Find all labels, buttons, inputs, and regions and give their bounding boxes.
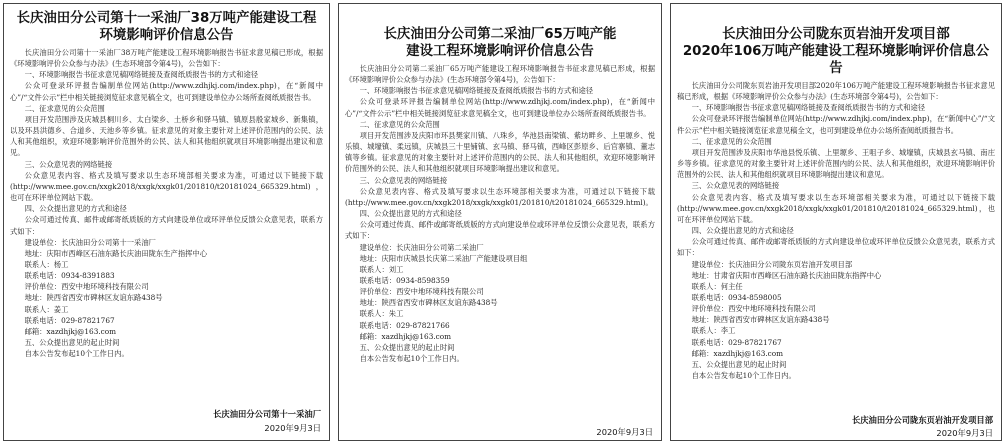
section-5-text: 自本公告发布起10个工作日内。 <box>24 349 129 359</box>
section-1-heading: 一、环境影响报告书征求意见稿网络链接及查阅纸质报告书的方式和途径 <box>691 103 926 113</box>
contact-line: 联系电话：0934-8598005 <box>691 292 782 302</box>
title-line-2: 2020年106万吨产能建设工程环境影响评价信息公告 <box>682 44 990 76</box>
contact-line: 建设单位：长庆油田分公司第十一采油厂 <box>24 237 156 247</box>
section-3-heading: 三、公众意见表的网络链接 <box>24 159 113 169</box>
intro-text: 长庆油田分公司陇东页岩油开发项目部2020年106万吨产能建设工程环境影响报告书征求意见稿已形成，根据《环境影响评价公众参与办法》(生态环境部令第4号)，公告如下： <box>677 81 995 102</box>
contact-line: 联系电话：029-87821767 <box>24 315 115 325</box>
notice-date: 2020年9月3日 <box>936 428 993 438</box>
contact-line: 评价单位：西安中地环境科技有限公司 <box>359 287 484 297</box>
contact-line: 联系人：杨工 <box>24 259 69 269</box>
section-1-text: 公众可登录环评报告编制单位网站(http://www.zdhjkj.com/index.php)，在“新闻中心”/“文件公示”栏中相关链接浏览征求意见稿全文，也可到建设单位办公场所查阅纸质报告书。 <box>677 114 995 135</box>
section-1-text: 公众可登录环评报告编制单位网站(http://www.zdhjkj.com/index.php)，在“新闻中心”/“文件公示”栏中相关链接浏览征求意见稿全文，也可到建设单位办公场所查阅纸质报告书。 <box>10 81 323 102</box>
section-4-heading: 四、公众提出意见的方式和途径 <box>24 204 127 214</box>
section-3-text: 公众意见表内容、格式及填写要求以生态环境部相关要求为准，可通过以下链接下载(http://www.mee.gov.cn/xxgk2018/xxgk/xxgk01/201810/t20181024_665329.html)，也可在环评单位网站下载。 <box>10 170 323 203</box>
title-line-2: 环境影响评价信息公告 <box>99 28 234 43</box>
notice-signature: 长庆油田分公司第十一采油厂 <box>213 409 321 419</box>
section-4-heading: 四、公众提出意见的方式和途径 <box>359 209 462 219</box>
contact-line: 邮箱：xazdhjkj@163.com <box>359 331 452 341</box>
contact-line: 地址：甘肃省庆阳市西峰区石油东路长庆油田陇东指挥中心 <box>691 270 882 280</box>
section-3-text: 公众意见表内容、格式及填写要求以生态环境部相关要求为准，可通过以下链接下载(http://www.mee.gov.cn/xxgk2018/xxgk/xxgk01/201810/t20181024_665329.html)，也可在环评单位网站下载。 <box>677 192 995 224</box>
notice-body <box>10 47 323 359</box>
contact-line: 评价单位：西安中地环境科技有限公司 <box>24 282 149 292</box>
section-2-text: 项目开发范围涉及庆阳市环县樊家川镇、八珠乡，华池县南梁镇、紫坊畔乡、上里塬乡、悦乐镇、城壕镇、柔远镇，庆城县三十里铺镇、玄马镇、驿马镇，西峰区彭原乡、后官寨镇、董志镇等乡镇。征求意见的对象主要针对上述评价范围内的公民、法人和其他组织，欢迎环境影响评价范围外的公民、法人和其他组织就项目环境影响提出建议和意见。 <box>345 130 655 174</box>
contact-line: 联系人：刘工 <box>359 264 404 274</box>
contact-line: 联系人：姜工 <box>24 304 69 314</box>
section-4-text: 公众可通过传真、邮件或邮寄纸质版的方式向建设单位或环评单位反馈公众意见表，联系方式如下： <box>677 237 995 258</box>
contact-line: 建设单位：长庆油田分公司陇东页岩油开发项目部 <box>691 259 853 269</box>
notice-date: 2020年9月3日 <box>596 427 653 437</box>
section-2-heading: 二、征求意见的公众范围 <box>359 119 440 129</box>
section-3-heading: 三、公众意见表的网络链接 <box>691 181 780 191</box>
title-line-1: 长庆油田分公司第二采油厂65万吨产能 <box>383 27 617 42</box>
title-line-2: 建设工程环境影响评价信息公告 <box>406 44 594 59</box>
contact-line: 邮箱：xazdhjkj@163.com <box>691 348 784 358</box>
contact-line: 联系电话：0934-8598359 <box>359 275 450 285</box>
contact-line: 联系人：李工 <box>691 326 736 336</box>
notice-body <box>345 63 655 364</box>
contact-line: 联系人：何主任 <box>691 281 743 291</box>
notice-longdong-shale-oil <box>670 3 1002 441</box>
contact-line: 建设单位：长庆油田分公司第二采油厂 <box>359 242 484 252</box>
notice-11th-plant <box>3 3 330 441</box>
title-line-1: 长庆油田分公司第十一采油厂38万吨产能建设工程 <box>16 11 317 26</box>
intro-text: 长庆油田分公司第十一采油厂38万吨产能建设工程环境影响报告书征求意见稿已形成，根据《环境影响评价公众参与办法》(生态环境部令第4号)，公告如下： <box>10 48 323 69</box>
contact-line: 联系电话：0934-8391883 <box>24 271 115 281</box>
contact-line: 地址：庆阳市庆城县长庆第二采油厂产能建设项目组 <box>359 253 528 263</box>
contact-line: 地址：庆阳市西峰区石油东路长庆油田陇东生产指挥中心 <box>24 248 208 258</box>
section-4-text: 公众可通过传真、邮件或邮寄纸质版的方式向建设单位或环评单位反馈公众意见表，联系方式如下： <box>345 220 655 241</box>
section-5-text: 自本公告发布起10个工作日内。 <box>359 354 464 364</box>
contact-line: 联系人：朱工 <box>359 309 404 319</box>
contact-line: 邮箱：xazdhjkj@163.com <box>24 326 117 336</box>
intro-text: 长庆油田分公司第二采油厂65万吨产能建设工程环境影响报告书征求意见稿已形成，根据《环境影响评价公众参与办法》(生态环境部令第4号)，公告如下： <box>345 64 655 85</box>
section-5-heading: 五、公众提出意见的起止时间 <box>24 338 120 348</box>
section-2-heading: 二、征求意见的公众范围 <box>691 136 772 146</box>
contact-line: 地址：陕西省西安市碑林区友谊东路438号 <box>24 293 163 303</box>
contact-line: 地址：陕西省西安市碑林区友谊东路438号 <box>691 315 830 325</box>
section-2-text: 项目开发范围涉及庆阳市华池县悦乐镇、上里塬乡、王咀子乡、城壕镇，庆城县玄马镇、南庄乡等乡镇。征求意见的对象主要针对上述评价范围内的公民、法人和其他组织，欢迎环境影响评价范围外的公民、法人和其他组织就项目环境影响提出建议和意见。 <box>677 147 995 180</box>
section-5-text: 自本公告发布起10个工作日内。 <box>691 371 796 381</box>
contact-line: 联系电话：029-87821766 <box>359 320 450 330</box>
section-1-heading: 一、环境影响报告书征求意见稿网络链接及查阅纸质报告书的方式和途径 <box>359 86 594 96</box>
notice-title <box>345 26 655 60</box>
contact-line: 地址：陕西省西安市碑林区友谊东路438号 <box>359 298 498 308</box>
section-2-heading: 二、征求意见的公众范围 <box>24 103 105 113</box>
notice-signature: 长庆油田分公司陇东页岩油开发项目部 <box>851 415 993 425</box>
notice-title <box>677 26 995 77</box>
section-5-heading: 五、公众提出意见的起止时间 <box>359 342 455 352</box>
contact-line: 联系电话：029-87821767 <box>691 337 782 347</box>
section-3-text: 公众意见表内容、格式及填写要求以生态环境部相关要求为准，可通过以下链接下载(http://www.mee.gov.cn/xxgk2018/xxgk/xxgk01/201810/t20181024_665329.html)。 <box>345 186 655 207</box>
notice-body <box>677 80 995 381</box>
section-4-heading: 四、公众提出意见的方式和途径 <box>691 226 794 236</box>
notice-date: 2020年9月3日 <box>264 423 321 433</box>
notice-2nd-plant <box>338 3 662 441</box>
title-line-1: 长庆油田分公司陇东页岩油开发项目部 <box>722 27 950 42</box>
notice-title <box>10 10 323 44</box>
section-2-text: 项目开发范围涉及庆城县桐川乡、太白梁乡、土桥乡和驿马镇、镇原县殷家城乡、新集镇，以及环县洪德乡、合道乡、天池乡等乡镇。征求意见的对象主要针对上述评价范围内的公民、法人和其他组织，欢迎环境影响评价范围外的公民、法人和其他组织就项目环境影响提出建议和意见。 <box>10 114 323 158</box>
contact-line: 评价单位：西安中地环境科技有限公司 <box>691 304 816 314</box>
section-5-heading: 五、公众提出意见的起止时间 <box>691 359 787 369</box>
section-1-text: 公众可登录环评报告编制单位网站(http://www.zdhjkj.com/index.php)，在“新闻中心”/“文件公示”栏中相关链接浏览征求意见稿全文，也可到建设单位办公场所查阅纸质报告书。 <box>345 97 655 118</box>
section-3-heading: 三、公众意见表的网络链接 <box>359 175 448 185</box>
section-4-text: 公众可通过传真、邮件或邮寄纸质版的方式向建设单位或环评单位反馈公众意见表，联系方式如下： <box>10 215 323 236</box>
section-1-heading: 一、环境影响报告书征求意见稿网络链接及查阅纸质报告书的方式和途径 <box>24 70 259 80</box>
